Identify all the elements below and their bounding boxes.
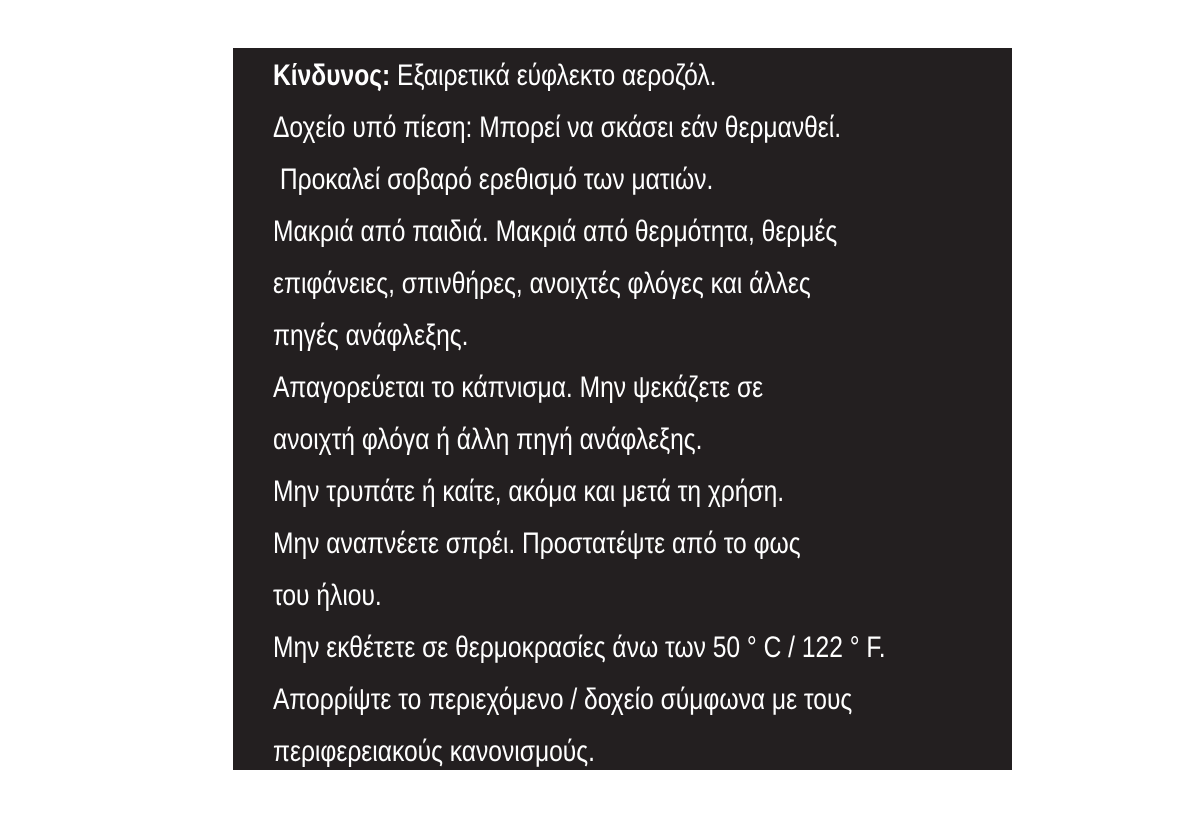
warning-line-4: Μακριά από παιδιά. Μακριά από θερμότητα, θερμές — [273, 215, 838, 248]
warning-line-6: πηγές ανάφλεξης. — [273, 319, 469, 352]
warning-line-1 — [273, 48, 716, 104]
warning-line-5: επιφάνειες, σπινθήρες, ανοιχτές φλόγες και άλλες — [273, 267, 811, 300]
warning-line-2: Δοχείο υπό πίεση: Μπορεί να σκάσει εάν θερμανθεί. — [273, 111, 842, 144]
warning-line-13: Απορρίψτε το περιεχόμενο / δοχείο σύμφωνα με τους — [273, 683, 853, 716]
warning-line-7: Απαγορεύεται το κάπνισμα. Μην ψεκάζετε σε — [273, 371, 764, 404]
warning-line-9: Μην τρυπάτε ή καίτε, ακόμα και μετά τη χρήση. — [273, 475, 785, 508]
warning-line-14: περιφερειακούς κανονισμούς. — [273, 735, 595, 768]
warning-line-11: του ήλιου. — [273, 579, 382, 612]
hazard-statement: Εξαιρετικά εύφλεκτο αεροζόλ. — [390, 59, 717, 92]
signal-word: Κίνδυνος: — [273, 59, 391, 92]
warning-line-3: Προκαλεί σοβαρό ερεθισμό των ματιών. — [273, 163, 714, 196]
warning-line-8: ανοιχτή φλόγα ή άλλη πηγή ανάφλεξης. — [273, 423, 703, 456]
hazard-warning-panel — [233, 48, 1012, 770]
warning-line-10: Μην αναπνέετε σπρέι. Προστατέψτε από το φως — [273, 527, 801, 560]
warning-line-12: Μην εκθέτετε σε θερμοκρασίες άνω των 50 ° C / 122 ° F. — [273, 631, 886, 664]
